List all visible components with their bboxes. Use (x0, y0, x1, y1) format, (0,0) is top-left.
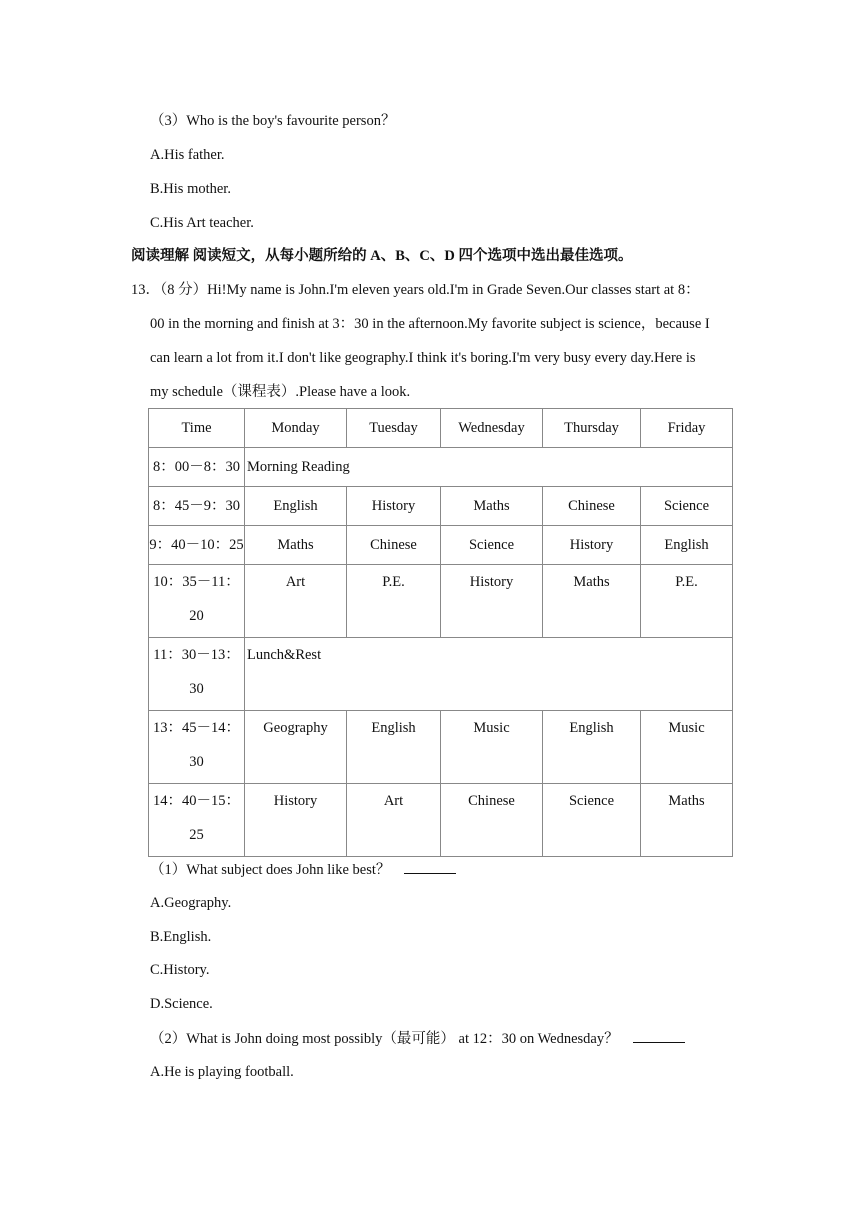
q13-sub1-text: （1）What subject does John like best？ (150, 862, 391, 878)
table-cell: Maths (543, 565, 641, 638)
table-cell: English (543, 711, 641, 784)
table-cell: Music (441, 711, 543, 784)
table-cell: P.E. (347, 565, 441, 638)
q12-option-c: C.His Art teacher. (150, 215, 254, 231)
header-thursday: Thursday (543, 409, 641, 448)
header-time: Time (149, 409, 245, 448)
q13-sub1-option-a: A.Geography. (150, 895, 232, 911)
table-cell: Music (641, 711, 733, 784)
table-header-row (149, 409, 733, 448)
table-cell: Geography (245, 711, 347, 784)
table-cell: Art (347, 784, 441, 857)
table-cell: History (543, 526, 641, 565)
header-tuesday: Tuesday (347, 409, 441, 448)
table-cell: Science (543, 784, 641, 857)
passage-line: my schedule（课程表）.Please have a look. (150, 384, 411, 400)
section-heading: 阅读理解 阅读短文，从每小题所给的 A、B、C、D 四个选项中选出最佳选项。 (131, 248, 633, 264)
table-cell: Chinese (543, 487, 641, 526)
table-cell: History (245, 784, 347, 857)
time-cell: 8：45－9：30 (149, 487, 245, 526)
table-cell: Maths (441, 487, 543, 526)
table-row (149, 711, 733, 784)
passage-line: can learn a lot from it.I don't like geography.I think it's boring.I'm very busy every day.Here is (150, 350, 696, 366)
answer-blank (404, 859, 456, 874)
table-cell: Art (245, 565, 347, 638)
q13-sub1-option-c: C.History. (150, 962, 210, 978)
table-cell: Science (441, 526, 543, 565)
table-row (149, 565, 733, 638)
table-cell: Science (641, 487, 733, 526)
header-monday: Monday (245, 409, 347, 448)
q13-sub2-text: （2）What is John doing most possibly（最可能） at 12：30 on Wednesday？ (150, 1031, 619, 1047)
table-row (149, 526, 733, 565)
span-cell: Lunch&Rest (245, 638, 733, 711)
header-friday: Friday (641, 409, 733, 448)
span-cell: Morning Reading (245, 448, 733, 487)
table-cell: Chinese (347, 526, 441, 565)
table-row (149, 784, 733, 857)
time-cell: 14：40－15：25 (149, 784, 245, 857)
table-cell: Chinese (441, 784, 543, 857)
table-cell: Maths (245, 526, 347, 565)
time-cell: 13：45－14：30 (149, 711, 245, 784)
time-cell: 11：30－13：30 (149, 638, 245, 711)
q13-sub1-option-b: B.English. (150, 929, 212, 945)
time-cell: 9：40－10：25 (149, 526, 245, 565)
table-cell: English (245, 487, 347, 526)
time-cell: 10：35－11：20 (149, 565, 245, 638)
table-cell: Maths (641, 784, 733, 857)
answer-blank (633, 1028, 685, 1043)
table-row (149, 638, 733, 711)
q13-sub1-option-d: D.Science. (150, 996, 213, 1012)
q13-sub2-question (150, 1028, 685, 1049)
table-cell: English (641, 526, 733, 565)
passage-line: 13．（8 分）Hi!My name is John.I'm eleven years old.I'm in Grade Seven.Our classes start at 8： (131, 282, 700, 298)
passage-line: 00 in the morning and finish at 3：30 in the afternoon.My favorite subject is science，because I (150, 316, 710, 332)
q13-sub1-question (150, 859, 456, 880)
table-cell: P.E. (641, 565, 733, 638)
q13-sub2-option-a: A.He is playing football. (150, 1064, 294, 1080)
header-wednesday: Wednesday (441, 409, 543, 448)
table-row (149, 487, 733, 526)
time-cell: 8：00－8：30 (149, 448, 245, 487)
table-row (149, 448, 733, 487)
q12-option-a: A.His father. (150, 147, 225, 163)
schedule-table (148, 408, 733, 857)
table-cell: English (347, 711, 441, 784)
table-cell: History (441, 565, 543, 638)
q12-part3-question: （3）Who is the boy's favourite person？ (150, 113, 396, 129)
table-cell: History (347, 487, 441, 526)
q12-option-b: B.His mother. (150, 181, 231, 197)
